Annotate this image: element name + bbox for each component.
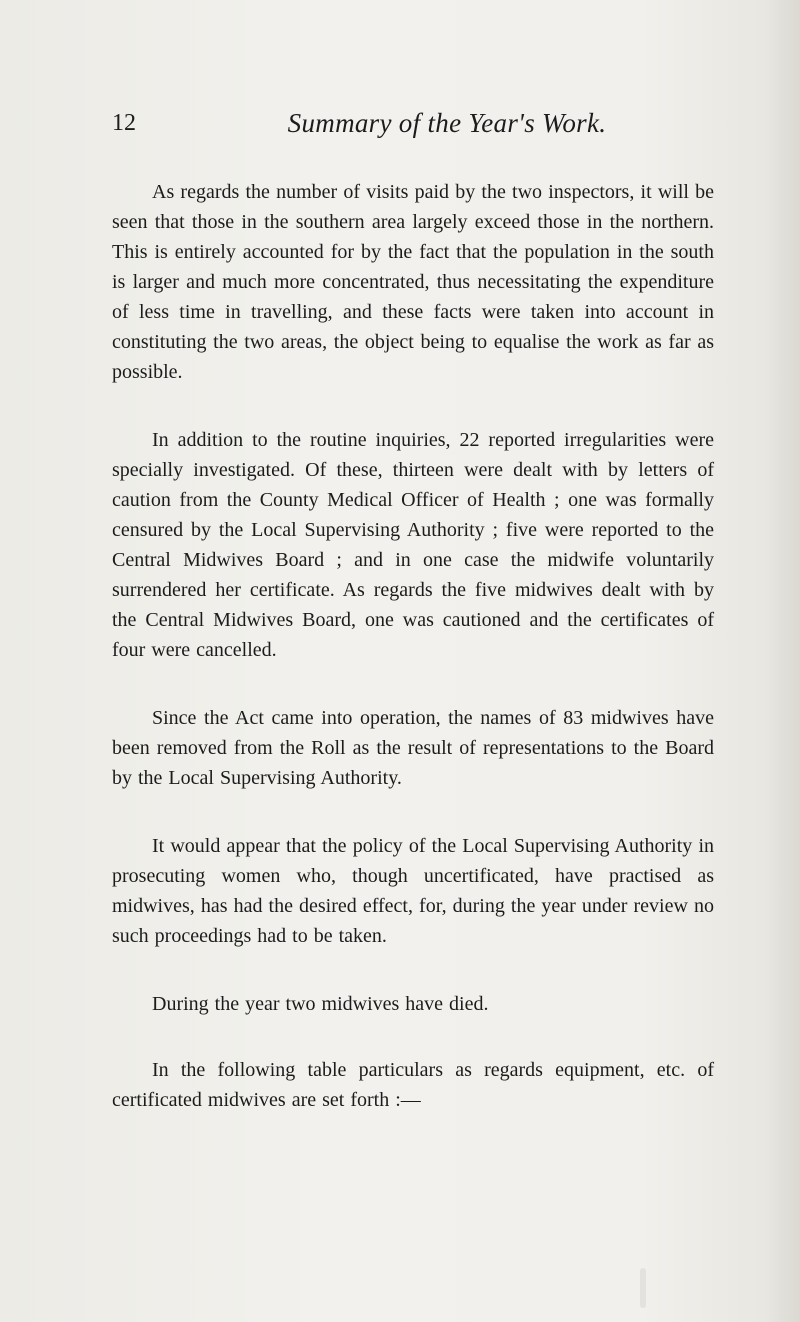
paragraph-prosecution-policy: It would appear that the policy of the Local Supervising Authority in prosecuting women who, though uncertificated, have practised as midwives, has had the desired effect, for, during the year under review no such proceedings had to be taken. — [112, 835, 714, 947]
paper-blemish — [765, 0, 800, 1322]
paragraph-roll-removals: Since the Act came into operation, the names of 83 midwives have been removed from the Roll as the result of representations to the Board by the Local Supervising Authority. — [112, 707, 714, 789]
paper-blemish — [640, 1268, 646, 1308]
page-header — [112, 107, 712, 147]
paragraph-equipment-table-intro: In the following table particulars as regards equipment, etc. of certificated midwives are set forth :— — [112, 1059, 714, 1111]
body-text — [112, 177, 714, 1153]
paragraph-irregularities: In addition to the routine inquiries, 22 reported irregularities were specially investigated. Of these, thirteen were dealt with by letters of caution from the County Medical Officer of Health ; one was formally censured by the Local Supervising Authority ; five were reported to the Central Midwives Board ; and in one case the midwife voluntarily surrendered her certificate. As regards the five midwives dealt with by the Central Midwives Board, one was cautioned and the certificates of four were cancelled. — [112, 429, 714, 661]
page-number: 12 — [112, 110, 136, 136]
paragraph-inspector-visits: As regards the number of visits paid by the two inspectors, it will be seen that those in the southern area largely exceed those in the northern. This is entirely accounted for by the fact that the population in the south is larger and much more concentrated, thus necessitating the expenditure of less time in travelling, and these facts were taken into account in constituting the two areas, the object being to equalise the work as far as possible. — [112, 181, 714, 383]
running-title: Summary of the Year's Work. — [287, 108, 607, 138]
paragraph-midwife-deaths: During the year two midwives have died. — [152, 993, 489, 1015]
